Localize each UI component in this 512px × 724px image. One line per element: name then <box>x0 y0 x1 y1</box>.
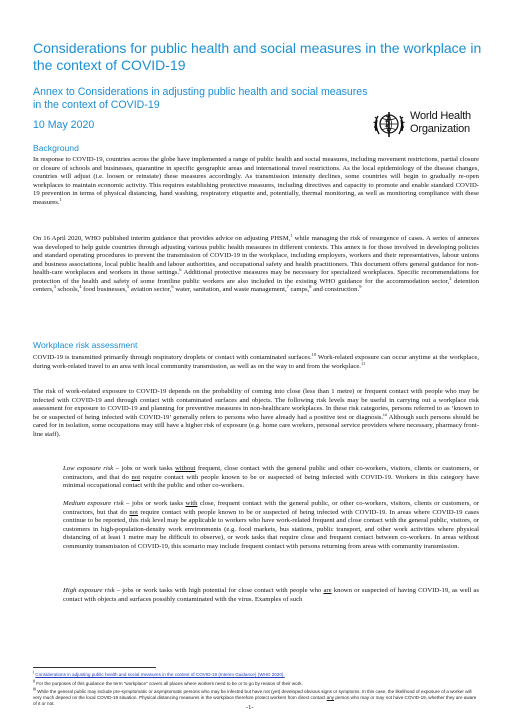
high-exposure-risk-paragraph: High exposure risk – jobs or work tasks with high potential for close contact with people who are known or suspected of having COVID-19, as well as contact with objects and surfaces possibly contaminated with the virus. Examples of such <box>63 587 479 603</box>
who-emblem-icon <box>372 107 406 141</box>
low-exposure-risk-paragraph: Low exposure risk – jobs or work tasks without frequent, close contact with the general public and other co-workers, visitors, clients or customers, or contractors, and that do not require contact with people known to be or suspected of being infected with COVID-19. Workers in this category have minimal occupational contact with the public and other co-workers. <box>63 465 479 490</box>
page-number: -1- <box>246 704 254 711</box>
who-line-1: World Health <box>410 110 471 122</box>
document-date: 10 May 2020 <box>33 119 95 131</box>
who-line-2: Organization <box>410 122 470 135</box>
risk-paragraph-1: COVID-19 is transmitted primarily through respiratory droplets or contact with contaminated surfaces.$^{10}$ Work-related exposure can occur anytime at the workplace, during work-related travel to an area with local community transmission, as well as on the way to and from the workplace.$^{11}$ <box>33 351 479 370</box>
who-logo <box>372 107 494 141</box>
who-wordmark <box>410 110 471 135</box>
background-paragraph-1: In response to COVID-19, countries across the globe have implemented a range of public health and social measures, including movement restrictions, partial closure or closure of schools and businesses, quarantine in specific geographic areas and international travel restrictions. As the local epidemiology of the disease changes, countries will adjust (i.e. loosen or reinstate) these measures accordingly. As transmission intensity declines, some countries will begin to gradually re-open workplaces to maintain economic activity. This requires establishing protective measures, including directives and capacity to promote and enable standard COVID-19 prevention in terms of physical distancing, hand washing, respiratory etiquette and, potentially, thermal monitoring, as well as monitoring compliance with these measures.$^1$ <box>33 156 479 206</box>
medium-exposure-risk-paragraph: Medium exposure risk – jobs or work tasks with close, frequent contact with the general public, or other co-workers, visitors, clients or customers, or contractors, but that do not require contact with people known to be or suspected of being infected with COVID-19. In areas where COVID-19 cases continue to be reported, this risk level may be applicable to workers who have work-related frequent and close contact with the general public, visitors, or customers in high-population-density work environments (e.g. food markets, bus stations, public transport, and other work activities where physical distancing of at least 1 metre may be difficult to observe), or work tasks that require close and frequent contact between co-workers. In areas without community transmission of COVID-19, this scenario may include frequent contact with persons returning from areas with community transmission. <box>63 500 479 550</box>
background-paragraph-2: On 16 April 2020, WHO published interim guidance that provides advice on adjusting PHSM,$^1$ while managing the risk of resurgence of cases. A series of annexes was developed to help guide countries through adjusting various public health measures in different contexts. This annex is for those involved in developing policies and standard operating procedures to prevent the transmission of COVID-19 in the workplace, including employers, workers and their representatives, labour unions and business associations, local public health and labour authorities, and occupational safety and health practitioners. This document offers general guidance for non-health-care workplaces and workers in those settings.$^{ii}$ Additional protective measures may be necessary for specialized workplaces. Specific recommendations for protection of the health and safety of some frontline public workers are also included in the existing WHO guidance for the accommodation sector,$^2$ detention centers,$^3$ schools,$^4$ food businesses,$^5$ aviation sector,$^6$ water, sanitation, and waste management,$^7$ camps,$^8$ and construction.$^9$ <box>33 232 479 294</box>
footnote-2: $^{ii}$ For the purposes of this guidance the term “workplace” covers all places where workers need to be or to go by reason of their work. <box>33 678 303 686</box>
footnote-1: $^i$ Considerations in adjusting public health and social measures in the context of COVID-19 (Interim Guidance) (WHO 2020). <box>33 669 285 677</box>
risk-paragraph-2: The risk of work-related exposure to COVID-19 depends on the probability of coming into close (less than 1 metre) or frequent contact with people who may be infected with COVID-19 and through contact with contaminated surfaces and objects. The following risk levels may be useful in carrying out a workplace risk assessment for exposure to COVID-19 and planning for preventive measures in non-healthcare workplaces. In these risk categories, persons referred to as ‘known to be or suspected of being infected with COVID-19’ generally refers to persons who have already had a positive test or diagnosis.$^{iii}$ Although such persons should be cared for in isolation, some occupations may still have a higher risk of exposure (e.g. home care workers, personal service providers where necessary, pharmacy front-line staff). <box>33 388 480 438</box>
document-title: Considerations for public health and social measures in the workplace in the context of COVID-19 <box>33 40 482 73</box>
heading-workplace-risk-assessment: Workplace risk assessment <box>33 340 138 350</box>
heading-background: Background <box>33 143 79 153</box>
document-subtitle: Annex to Considerations in adjusting public health and social measures in the context of COVID-19 <box>33 86 368 111</box>
footnote-3: $^{iii}$ While the general public may include pre-symptomatic or asymptomatic persons who may be infected but have not (yet) developed obvious signs or symptoms. In this case, the likelihood of exposure of a worker will very much depend on the local COVID-19 situation. Physical distancing measures in the workplace therefore protect workers from direct contact any person who may or may not have COVID-19, whether they are aware of it or not. <box>33 686 477 706</box>
footnote-1-link[interactable]: Considerations in adjusting public health and social measures in the context of COVID-19 (Interim Guidance) (WHO 2020). <box>35 672 285 677</box>
footnote-divider <box>33 667 156 668</box>
